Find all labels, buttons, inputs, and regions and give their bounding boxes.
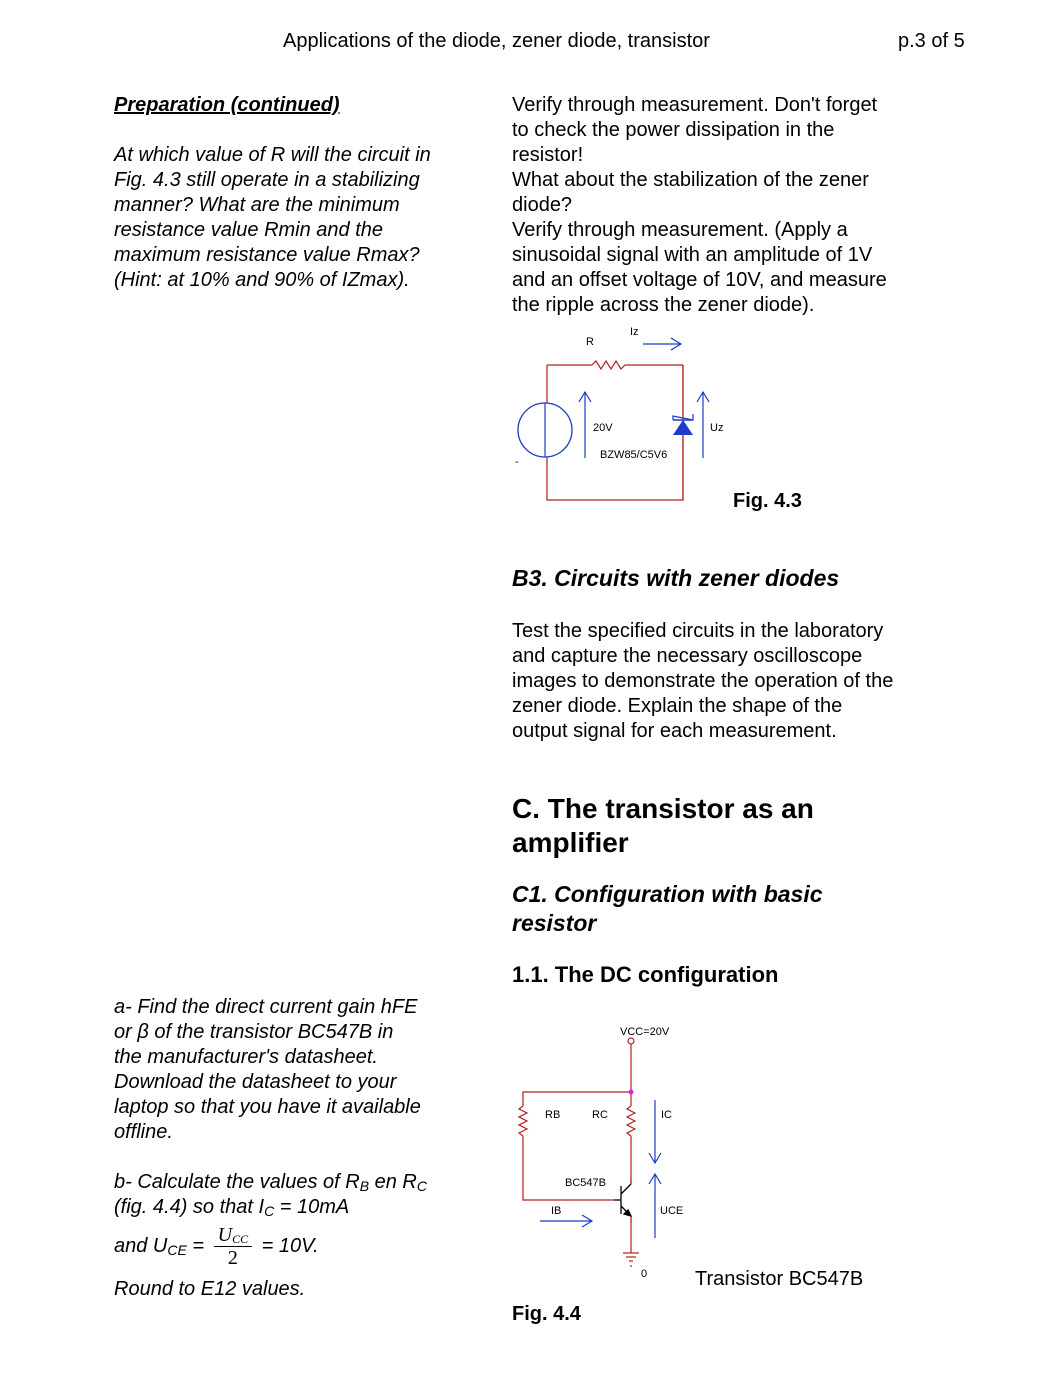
fig-4-3-caption: Fig. 4.3 — [733, 490, 802, 512]
text: en R — [369, 1171, 417, 1193]
verify-line: Verify through measurement. (Apply a — [512, 219, 848, 241]
section-c-heading-line: amplifier — [512, 827, 629, 858]
label-ib: IB — [551, 1205, 562, 1217]
b3-line: images to demonstrate the operation of the — [512, 670, 894, 692]
label-part: BC547B — [565, 1177, 606, 1189]
c1-heading-line: C1. Configuration with basic — [512, 881, 823, 907]
section-c-heading — [512, 792, 814, 860]
label-rc: RC — [592, 1109, 608, 1121]
ground-symbol — [623, 1253, 639, 1267]
label-part: BZW85/C5V6 — [600, 449, 668, 461]
source-voltage-arrow — [579, 392, 591, 458]
subscript: C — [416, 1178, 427, 1194]
label-r: R — [586, 336, 594, 348]
circuit-wires — [523, 1044, 631, 1253]
b3-line: output signal for each measurement. — [512, 720, 837, 742]
resistor-r — [592, 361, 628, 369]
uce-equation — [114, 1222, 319, 1270]
c1-heading-line: resistor — [512, 910, 597, 936]
verify-text — [512, 93, 887, 318]
text: (fig. 4.4) so that I — [114, 1196, 265, 1218]
text: U — [217, 1224, 233, 1247]
b3-line: Test the specified circuits in the laboratory — [512, 620, 884, 642]
prep-line: manner? What are the minimum — [114, 194, 400, 216]
text: b- Calculate the values of R — [114, 1171, 360, 1193]
dc-configuration-heading: 1.1. The DC configuration — [512, 962, 779, 987]
b3-line: zener diode. Explain the shape of the — [512, 695, 843, 717]
fraction-numerator — [214, 1224, 252, 1247]
question-b-line2 — [114, 1195, 427, 1220]
question-a-line: a- Find the direct current gain hFE — [114, 996, 418, 1018]
resistor-rb — [519, 1106, 527, 1136]
verify-line: sinusoidal signal with an amplitude of 1V — [512, 244, 873, 266]
text: = 10V. — [261, 1235, 319, 1257]
question-b-line1 — [114, 1170, 427, 1195]
verify-line: the ripple across the zener diode). — [512, 294, 815, 316]
label-rb: RB — [545, 1109, 561, 1121]
question-a — [114, 995, 421, 1145]
transistor-circuit-diagram — [510, 1018, 710, 1288]
label-ic: IC — [661, 1109, 672, 1121]
label-vcc: VCC=20V — [620, 1026, 670, 1038]
question-a-line: offline. — [114, 1121, 173, 1143]
prep-line: At which value of R will the circuit in — [114, 144, 431, 166]
label-20v: 20V — [593, 422, 613, 434]
verify-line: diode? — [512, 194, 573, 216]
b3-line: and capture the necessary oscilloscope — [512, 645, 863, 667]
page-header-title: Applications of the diode, zener diode, transistor — [283, 30, 710, 52]
ib-arrow — [540, 1215, 592, 1227]
verify-line: and an offset voltage of 10V, and measure — [512, 269, 887, 291]
question-a-line: laptop so that you have it available — [114, 1096, 421, 1118]
text: = — [186, 1235, 205, 1257]
label-minus: - — [515, 456, 519, 468]
subscript: B — [359, 1178, 370, 1194]
b3-heading: B3. Circuits with zener diodes — [512, 565, 840, 591]
verify-line: to check the power dissipation in the — [512, 119, 835, 141]
resistor-rc — [627, 1106, 635, 1136]
iz-arrow — [643, 338, 681, 350]
question-a-line: the manufacturer's datasheet. — [114, 1046, 378, 1068]
subscript: CE — [167, 1242, 187, 1258]
prep-line: Fig. 4.3 still operate in a stabilizing — [114, 169, 420, 191]
fig-4-4-caption: Fig. 4.4 — [512, 1303, 581, 1325]
label-uz: Uz — [710, 422, 724, 434]
ic-arrow — [649, 1100, 661, 1163]
label-gnd: 0 — [641, 1268, 648, 1280]
zener-circuit-diagram — [505, 320, 745, 510]
b3-text — [512, 619, 893, 744]
zener-diode — [673, 365, 693, 500]
fraction-denominator: 2 — [227, 1247, 238, 1270]
junction-node — [629, 1090, 634, 1095]
prep-line: (Hint: at 10% and 90% of IZmax). — [114, 269, 410, 291]
verify-line: What about the stabilization of the zener — [512, 169, 869, 191]
subscript: C — [264, 1203, 275, 1219]
page-number: p.3 of 5 — [898, 30, 965, 52]
question-a-line: Download the datasheet to your — [114, 1071, 397, 1093]
question-b — [114, 1170, 427, 1220]
label-iz: Iz — [630, 326, 639, 338]
fraction — [214, 1224, 252, 1269]
c1-heading — [512, 880, 823, 938]
prep-line: resistance value Rmin and the — [114, 219, 384, 241]
prep-line: maximum resistance value Rmax? — [114, 244, 420, 266]
text: and U — [114, 1235, 168, 1257]
preparation-heading: Preparation (continued) — [114, 94, 340, 116]
text: = 10mA — [274, 1196, 350, 1218]
transistor-note: Transistor BC547B — [695, 1268, 864, 1290]
verify-line: resistor! — [512, 144, 584, 166]
preparation-question — [114, 143, 431, 293]
section-c-heading-line: C. The transistor as an — [512, 793, 814, 824]
transistor-bc547b — [614, 1178, 631, 1223]
verify-line: Verify through measurement. Don't forget — [512, 94, 878, 116]
round-note: Round to E12 values. — [114, 1278, 306, 1300]
question-a-line: or β of the transistor BC547B in — [114, 1021, 394, 1043]
uz-arrow — [697, 392, 709, 458]
subscript: CC — [232, 1232, 249, 1247]
vcc-terminal — [628, 1038, 634, 1044]
label-uce: UCE — [660, 1205, 684, 1217]
